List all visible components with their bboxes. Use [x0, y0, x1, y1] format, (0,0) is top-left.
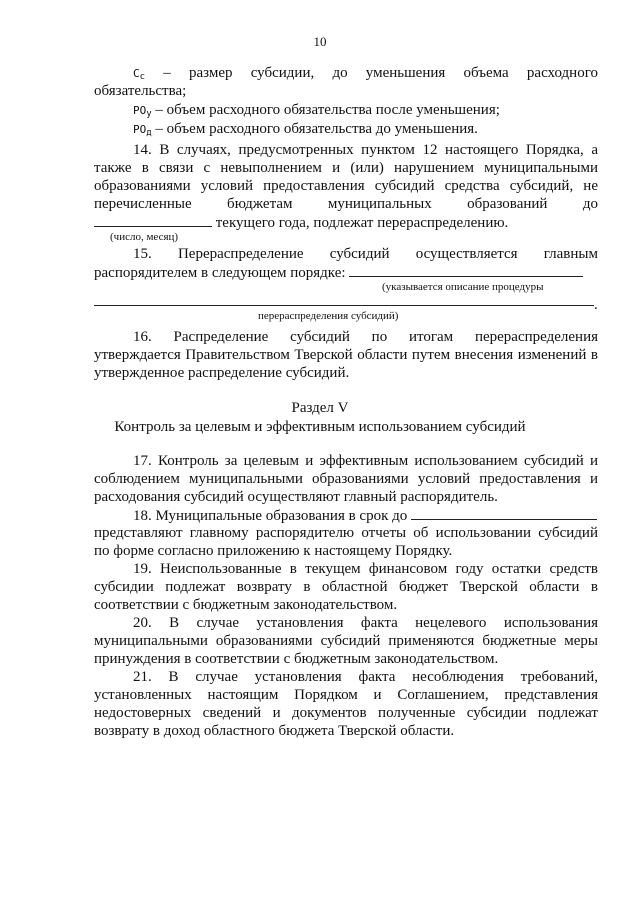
p20-line1: 20. В случае установления факта нецелевого использования [133, 615, 598, 631]
p15-period: . [594, 297, 598, 313]
p19-line2: субсидии подлежат возврату в областной бюджет Тверской области в [94, 579, 598, 595]
def-cc-line2: обязательства; [94, 83, 187, 99]
cc-text: – размер субсидии, до уменьшения объема расходного [163, 65, 598, 81]
procedure-blank-line-2 [94, 305, 594, 306]
p16-line1: 16. Распределение субсидий по итогам перераспределения [133, 329, 598, 345]
section-subtitle: Контроль за целевым и эффективным использованием субсидий [114, 419, 526, 435]
p21-line4: возврату в доход областного бюджета Тверской области. [94, 723, 455, 739]
page-number: 10 [313, 34, 327, 49]
poy-symbol: $PO_у$ [133, 104, 152, 119]
cc-symbol: $C_c$ [133, 67, 146, 82]
p20-line3: принуждения в соответствии с бюджетным законодательством. [94, 651, 499, 667]
p16-line3: утвержденное распределение субсидий. [94, 365, 350, 381]
p20-line2: муниципальными образованиями субсидий применяются бюджетные меры [94, 633, 598, 649]
p14-line3: образованиями условий предоставления субсидий средства субсидий, не [94, 178, 598, 194]
p17-line2: соблюдением муниципальными образованиями условий предоставления и [94, 471, 598, 487]
p17-line3: расходования субсидий осуществляют главный распорядитель. [94, 489, 498, 505]
p18-line2: представляют главному распорядителю отчеты об использовании субсидий [94, 525, 598, 541]
p18-line1-text: 18. Муниципальные образования в срок до [133, 508, 408, 524]
p15-line2-text: распорядителем в следующем порядке: [94, 265, 346, 281]
p21-line3: недостоверных сведений и документов полученные субсидии подлежат [94, 705, 598, 721]
pod-symbol: $PO_д$ [133, 123, 152, 138]
date-blank-line [94, 213, 212, 227]
p14-line1: 14. В случаях, предусмотренных пунктом 12 настоящего Порядка, а [133, 142, 598, 158]
p15-line1: 15. Перераспределение субсидий осуществляется главным [133, 246, 598, 262]
procedure-blank-line [349, 263, 583, 277]
p21-line1: 21. В случае установления факта несоблюдения требований, [133, 669, 598, 685]
p14-line2: также в связи с невыполнением и (или) нарушением муниципальными [94, 160, 598, 176]
p15-caption2: перераспределения субсидий) [258, 310, 399, 322]
p17-line1: 17. Контроль за целевым и эффективным использованием субсидий и [133, 453, 598, 469]
p14-line5 [94, 213, 598, 232]
p19-line1: 19. Неиспользованные в текущем финансовом году остатки средств [133, 561, 598, 577]
p14-caption: (число, месяц) [110, 231, 179, 243]
p21-line2: установленных настоящим Порядком и Соглашением, представления [94, 687, 598, 703]
p18-line1 [133, 506, 598, 525]
p14-line4: перечисленные бюджетам муниципальных образований до [94, 196, 598, 212]
p15-line2 [94, 263, 598, 282]
deadline-blank-line [411, 506, 597, 520]
poy-text: – объем расходного обязательства после уменьшения; [155, 102, 500, 118]
p19-line3: соответствии с бюджетным законодательством. [94, 597, 398, 613]
section-title: Раздел V [291, 400, 349, 416]
pod-text: – объем расходного обязательства до уменьшения. [155, 121, 478, 137]
p14-line5-text: текущего года, подлежат перераспределению. [215, 215, 509, 231]
p16-line2: утверждается Правительством Тверской области путем внесения изменений в [94, 347, 598, 363]
p18-line3: по форме согласно приложению к настоящему Порядку. [94, 543, 453, 559]
p15-caption1: (указывается описание процедуры [382, 281, 544, 293]
def-pod-line [133, 120, 598, 142]
